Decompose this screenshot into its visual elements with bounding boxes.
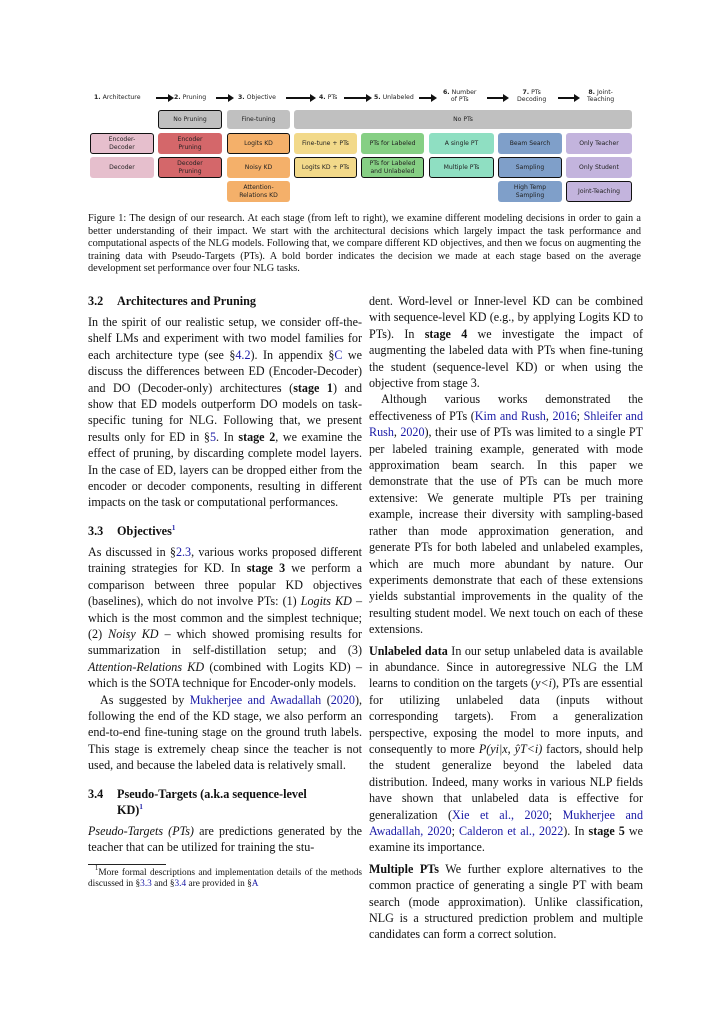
box-encoder-pruning: Encoder Pruning <box>158 133 222 154</box>
box-fine-tuning: Fine-tuning <box>227 110 290 129</box>
ref-link[interactable]: 5 <box>209 429 216 444</box>
stage-6-label: 6. Number of PTs <box>443 89 477 104</box>
citation-link[interactable]: Mukherjee and Awadallah <box>189 692 322 707</box>
box-no-pts: No PTs <box>294 110 632 129</box>
multiple-pts-paragraph: Multiple PTs We further explore alternatives to the common practice of generating a single PT with beam search (mode approximation). Unlike classification, NLG is a structured prediction problem and multiple candidates can form a correct solution. <box>369 861 643 942</box>
section-3-3-paragraph-1: As discussed in §2.3, various works proposed different training strategies for KD. In stage 3 we perform a comparison between three popular KD objectives (baselines), which do not involve PTs: (1) Logits KD – which is the most common and the simplest technique; (2) Noisy KD – which showed promising results for summarization in self-distillation setup; and (3) Attention-Relations KD (combined with Logits KD) – which is the SOTA technique for Encoder-only models. <box>88 544 363 691</box>
citation-link[interactable]: Xie et al., 2020 <box>452 807 549 822</box>
right-paragraph-1: dent. Word-level or Inner-level KD can be combined with sequence-level KD (e.g., by applying Logits KD to PTs). In stage 4 we investigate the impact of augmenting the labeled data with PTs when fine-tuning the student (sequence-level KD) or when using the objective from stage 3. <box>369 294 643 391</box>
arrow-icon <box>419 97 433 99</box>
citation-link[interactable]: 2020 <box>400 425 425 440</box>
box-pts-labeled: PTs for Labeled <box>361 133 424 154</box>
math-probability: P(yi|x, ŷT<i) <box>478 741 543 756</box>
ref-link[interactable]: A <box>251 879 259 890</box>
box-noisy-kd: Noisy KD <box>227 157 290 178</box>
arrow-icon <box>558 97 576 99</box>
box-no-pruning: No Pruning <box>158 110 222 129</box>
box-single-pt: A single PT <box>429 133 494 154</box>
box-logits-kd: Logits KD <box>227 133 290 154</box>
figure-1-diagram <box>88 86 648 212</box>
figure-caption: Figure 1: The design of our research. At each stage (from left to right), we examine different modeling decisions in order to gain a better understanding of their impact. We start with the architectural decisions which largely impact the task performance and computational aspects of the NLG models. Following that, we compare different KD objectives, and then we focus on augmenting the training data with Pseudo-Targets (PTs). A bold border indicates the decision we made at each stage based on the average development set performance over four NLG tasks. <box>88 213 641 275</box>
box-logits-kd-pts: Logits KD + PTs <box>294 157 357 178</box>
box-encoder-decoder: Encoder- Decoder <box>90 133 154 154</box>
footnote-divider <box>88 864 166 865</box>
ref-link[interactable]: 4.2 <box>235 347 251 362</box>
arrow-icon <box>487 97 505 99</box>
box-finetune-pts: Fine-tune + PTs <box>294 133 357 154</box>
section-3-2-paragraph: In the spirit of our realistic setup, we consider off-the-shelf LMs and experiment with two model families for each architecture type (see §4.2). In appendix §C we discuss the differences between ED (Encoder-Decoder) and DO (Decoder-only) architectures (stage 1) and show that ED models outperform DO models on task-specific tuning for NLG. Following that, we present results only for ED in §5. In stage 2, we examine the effect of pruning, by discarding complete model layers. In the case of ED, layers can be dropped either from the encoder or decoder components, resulting in different impacts on the task or computational performances. <box>88 315 363 510</box>
box-pts-labeled-unlabeled: PTs for Labeled and Unlabeled <box>361 157 424 178</box>
box-high-temp-sampling: High Temp Sampling <box>498 181 562 202</box>
box-multiple-pts: Multiple PTs <box>429 157 494 178</box>
box-decoder-pruning: Decoder Pruning <box>158 157 222 178</box>
arrow-icon <box>344 97 368 99</box>
ref-link[interactable]: 2.3 <box>175 544 192 559</box>
unlabeled-data-paragraph: Unlabeled data In our setup unlabeled data is available in abundance. Since in autoregressive NLG the LM learns to condition on the targets (y<i), PTs are essential for utilizing unlabeled data (inputs without corresponding targets). From a generalization perspective, exposing the model to more inputs, and consequently to more P(yi|x, ŷT<i) factors, should help the student generalize beyond the labeled data distribution. Indeed, many works in various NLP fields have shown that unlabeled data is effective for generalization (Xie et al., 2020; Mukherjee and Awadallah, 2020; Calderon et al., 2022). In stage 5 we examine its importance. <box>369 643 644 855</box>
box-only-student: Only Student <box>566 157 632 178</box>
stage-2-label: 2. Pruning <box>174 94 207 101</box>
section-3-4-paragraph: Pseudo-Targets (PTs) are predictions generated by the teacher that can be utilized for training the stu- <box>88 823 362 854</box>
right-paragraph-2: Although various works demonstrated the effectiveness of PTs (Kim and Rush, 2016; Shleifer and Rush, 2020), their use of PTs was limited to a single PT per labeled training example, generated with mode approximation beam search. In this paper we demonstrate that the use of PTs can be much more extensive: We generate multiple PTs per training example, increase their diversity with sampling-based rather than mode approximation generation, and generate PTs for both labeled and unlabeled examples, which are much more abundant by nature. Our experiments demonstrate that each of these extensions yields substantial improvements in the quality of the resulting student model. We next touch on each of these extensions. <box>369 392 643 637</box>
citation-link[interactable]: 2020 <box>330 692 355 707</box>
citation-link[interactable]: Kim and Rush <box>474 408 546 423</box>
right-column <box>369 293 643 943</box>
math-y-less-i: y<i <box>535 676 552 691</box>
footnote-1: $^1$More formal descriptions and implementation details of the methods discussed in §3.3 and §3.4 are provided in §A <box>88 864 363 890</box>
citation-link[interactable]: Mukherjee and Awadallah, 2020 <box>369 807 644 838</box>
section-3-3-paragraph-2: As suggested by Mukherjee and Awadallah (2020), following the end of the KD stage, we also perform an end-to-end fine-tuning stage on the ground truth labels. This stage is extremely cheap since the teacher is not used, and because the labeled data is relatively small. <box>88 692 362 773</box>
stage-8-label: 8. Joint- Teaching <box>587 89 615 104</box>
section-3-3-heading: 3.3 Objectives$^1$ <box>88 523 176 538</box>
box-only-teacher: Only Teacher <box>566 133 632 154</box>
arrow-icon <box>286 97 312 99</box>
arrow-icon <box>216 97 230 99</box>
box-sampling: Sampling <box>498 157 562 178</box>
ref-link[interactable]: C <box>334 347 343 362</box>
citation-link[interactable]: Shleifer and Rush <box>369 408 643 440</box>
box-beam-search: Beam Search <box>498 133 562 154</box>
ref-link[interactable]: 3.3 <box>140 879 152 890</box>
stage-5-label: 5. Unlabeled <box>374 94 414 101</box>
citation-link[interactable]: 2016 <box>552 408 577 423</box>
arrow-icon <box>156 97 170 99</box>
stage-7-label: 7. PTs Decoding <box>517 89 547 104</box>
box-attention-relations-kd: Attention- Relations KD <box>227 181 290 202</box>
box-joint-teaching: Joint-Teaching <box>566 181 632 202</box>
section-3-2-heading: 3.2 Architectures and Pruning <box>88 294 257 308</box>
stage-1-label: 1. Architecture <box>94 94 141 101</box>
stage-4-label: 4. PTs <box>319 94 338 101</box>
ref-link[interactable]: 3.4 <box>174 879 187 890</box>
citation-link[interactable]: Calderon et al., 2022 <box>459 824 564 838</box>
box-decoder: Decoder <box>90 157 154 178</box>
section-3-4-heading: 3.4 Pseudo-Targets (a.k.a sequence-level KD)$^1$ <box>88 786 307 817</box>
left-column <box>88 293 362 890</box>
stage-3-label: 3. Objective <box>238 94 276 101</box>
